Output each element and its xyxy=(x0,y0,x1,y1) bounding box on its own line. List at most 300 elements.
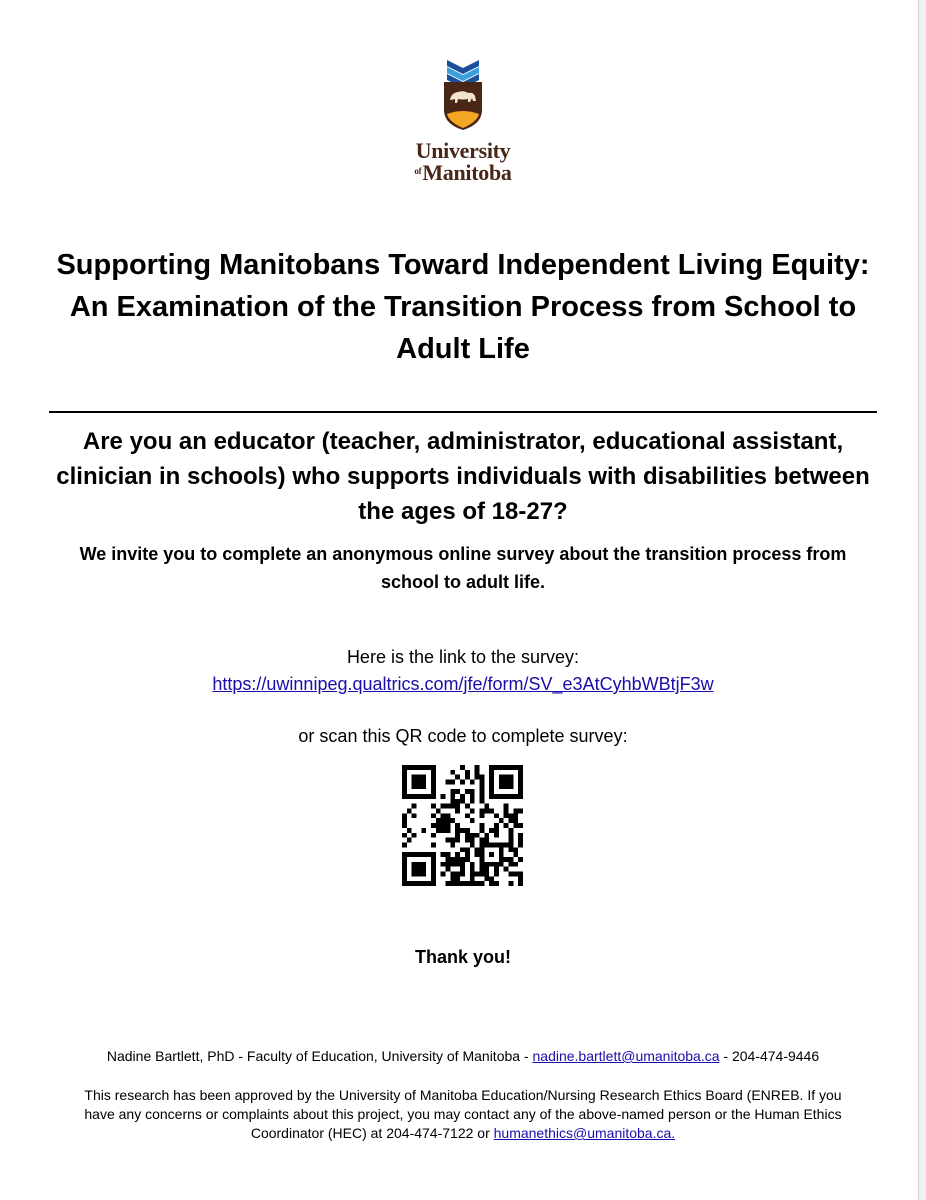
qr-module xyxy=(499,852,504,857)
qr-module xyxy=(479,838,484,843)
qr-module xyxy=(484,867,489,872)
qr-module xyxy=(450,780,455,785)
qr-module xyxy=(402,784,407,789)
qr-module xyxy=(441,813,446,818)
qr-module xyxy=(421,867,426,872)
qr-module xyxy=(455,804,460,809)
qr-module xyxy=(470,818,475,823)
qr-module xyxy=(421,871,426,876)
qr-module xyxy=(513,871,518,876)
qr-module xyxy=(494,765,499,770)
university-name xyxy=(414,140,511,184)
qr-module xyxy=(417,871,422,876)
qr-module xyxy=(441,862,446,867)
survey-link[interactable]: https://uwinnipeg.qualtrics.com/jfe/form/SV_e3AtCyhbWBtjF3w xyxy=(212,674,714,694)
qr-module xyxy=(479,799,484,804)
qr-module xyxy=(470,794,475,799)
qr-module xyxy=(412,804,417,809)
qr-module xyxy=(417,765,422,770)
qr-module xyxy=(421,828,426,833)
qr-module xyxy=(494,833,499,838)
qr-module xyxy=(446,804,451,809)
qr-module xyxy=(402,775,407,780)
qr-module xyxy=(446,852,451,857)
qr-module xyxy=(431,852,436,857)
qr-module xyxy=(465,847,470,852)
university-crest-icon xyxy=(439,58,487,132)
qr-module xyxy=(446,881,451,886)
qr-module xyxy=(494,794,499,799)
qr-module xyxy=(518,876,523,881)
contact-info xyxy=(0,1046,926,1066)
qr-module xyxy=(421,775,426,780)
qr-module xyxy=(431,857,436,862)
qr-module xyxy=(484,809,489,814)
qr-module xyxy=(441,823,446,828)
qr-module xyxy=(455,789,460,794)
qr-module xyxy=(407,881,412,886)
qr-module xyxy=(479,881,484,886)
qr-module xyxy=(450,838,455,843)
qr-module xyxy=(450,789,455,794)
qr-module xyxy=(465,804,470,809)
qr-module xyxy=(518,775,523,780)
qr-module xyxy=(489,780,494,785)
qr-module xyxy=(475,775,480,780)
qr-module xyxy=(518,838,523,843)
qr-module xyxy=(513,794,518,799)
survey-link-container xyxy=(0,671,926,697)
qr-module xyxy=(446,862,451,867)
qr-module xyxy=(499,842,504,847)
qr-module xyxy=(460,799,465,804)
qr-module xyxy=(518,833,523,838)
qr-module xyxy=(470,871,475,876)
qr-module xyxy=(513,823,518,828)
qr-module xyxy=(465,852,470,857)
qr-module xyxy=(489,789,494,794)
qr-code-label: or scan this QR code to complete survey: xyxy=(298,726,628,746)
qr-module xyxy=(504,775,509,780)
qr-module xyxy=(402,823,407,828)
qr-module xyxy=(450,842,455,847)
university-name-line2 xyxy=(414,162,511,184)
qr-module xyxy=(417,881,422,886)
qr-module xyxy=(402,862,407,867)
qr-module xyxy=(513,813,518,818)
qr-module xyxy=(465,828,470,833)
qr-module xyxy=(441,794,446,799)
qr-module xyxy=(508,833,513,838)
qr-module xyxy=(421,881,426,886)
qr-module xyxy=(450,871,455,876)
qr-module xyxy=(479,847,484,852)
qr-module xyxy=(479,867,484,872)
ethics-text: This research has been approved by the University of Manitoba Education/Nursing Research Ethics Board (ENREB. If you have any concerns or complaints about this project, you may contact any of the above-named person or the Human Ethics Coordinator (HEC) at 204-474-7122 or xyxy=(84,1087,842,1141)
qr-module xyxy=(484,871,489,876)
qr-module xyxy=(489,775,494,780)
qr-module xyxy=(518,881,523,886)
qr-module xyxy=(421,784,426,789)
qr-module xyxy=(402,765,407,770)
qr-module xyxy=(508,857,513,862)
qr-module xyxy=(407,852,412,857)
qr-module xyxy=(504,857,509,862)
qr-module xyxy=(494,881,499,886)
eligibility-question: Are you an educator (teacher, administrator, educational assistant, clinician in schools) who supports individuals with disabilities between the ages of 18-27? xyxy=(56,428,870,525)
ethics-statement xyxy=(70,1086,856,1143)
qr-module xyxy=(499,780,504,785)
qr-module xyxy=(465,833,470,838)
qr-module xyxy=(441,804,446,809)
qr-module xyxy=(426,794,431,799)
qr-module xyxy=(499,847,504,852)
qr-module xyxy=(421,862,426,867)
qr-module xyxy=(402,833,407,838)
qr-module xyxy=(465,775,470,780)
qr-module xyxy=(494,823,499,828)
invitation-text: We invite you to complete an anonymous online survey about the transition process from school to adult life. xyxy=(79,544,847,592)
qr-module xyxy=(446,828,451,833)
qr-module xyxy=(465,857,470,862)
qr-module xyxy=(470,876,475,881)
qr-module xyxy=(460,794,465,799)
qr-module xyxy=(431,789,436,794)
qr-module xyxy=(446,813,451,818)
qr-module xyxy=(402,857,407,862)
qr-module xyxy=(513,818,518,823)
qr-module xyxy=(475,871,480,876)
qr-module xyxy=(460,847,465,852)
qr-module xyxy=(513,852,518,857)
qr-module xyxy=(460,871,465,876)
qr-module xyxy=(489,770,494,775)
qr-module xyxy=(508,828,513,833)
qr-module xyxy=(402,789,407,794)
qr-module xyxy=(460,857,465,862)
contact-prefix: Nadine Bartlett, PhD - Faculty of Education, University of Manitoba - xyxy=(106,1048,533,1064)
qr-module xyxy=(465,789,470,794)
qr-module xyxy=(504,780,509,785)
qr-module xyxy=(412,833,417,838)
qr-module xyxy=(460,862,465,867)
qr-module xyxy=(431,876,436,881)
qr-module xyxy=(479,862,484,867)
qr-module xyxy=(412,862,417,867)
qr-module xyxy=(499,794,504,799)
qr-module xyxy=(484,876,489,881)
qr-module xyxy=(489,809,494,814)
qr-module xyxy=(475,852,480,857)
qr-module xyxy=(499,818,504,823)
qr-module xyxy=(402,876,407,881)
divider xyxy=(49,411,877,413)
qr-module xyxy=(441,852,446,857)
qr-module xyxy=(455,775,460,780)
qr-module xyxy=(508,775,513,780)
qr-module xyxy=(421,794,426,799)
qr-module xyxy=(518,842,523,847)
qr-module xyxy=(450,770,455,775)
qr-module xyxy=(402,852,407,857)
qr-module xyxy=(513,765,518,770)
qr-module xyxy=(441,818,446,823)
university-name-manitoba: Manitoba xyxy=(422,160,512,185)
qr-module xyxy=(513,862,518,867)
qr-module xyxy=(426,881,431,886)
qr-module xyxy=(499,862,504,867)
qr-module xyxy=(470,833,475,838)
qr-module xyxy=(508,794,513,799)
qr-module xyxy=(513,809,518,814)
qr-module xyxy=(504,794,509,799)
qr-module xyxy=(402,818,407,823)
qr-module xyxy=(470,780,475,785)
qr-module xyxy=(470,881,475,886)
university-logo xyxy=(0,58,926,184)
qr-module xyxy=(499,775,504,780)
qr-module xyxy=(508,862,513,867)
qr-module xyxy=(460,828,465,833)
qr-module xyxy=(504,804,509,809)
university-name-of: of xyxy=(414,166,422,176)
qr-module xyxy=(431,784,436,789)
qr-module xyxy=(518,770,523,775)
qr-module xyxy=(494,862,499,867)
qr-module xyxy=(431,862,436,867)
qr-module xyxy=(412,852,417,857)
qr-module xyxy=(479,780,484,785)
qr-module xyxy=(518,789,523,794)
qr-module xyxy=(479,852,484,857)
qr-module xyxy=(431,842,436,847)
qr-module xyxy=(455,871,460,876)
qr-module xyxy=(508,842,513,847)
qr-module xyxy=(479,789,484,794)
qr-module xyxy=(504,809,509,814)
qr-module xyxy=(475,770,480,775)
qr-module xyxy=(412,765,417,770)
qr-module xyxy=(402,794,407,799)
qr-module xyxy=(412,794,417,799)
qr-module xyxy=(518,765,523,770)
qr-module xyxy=(475,833,480,838)
qr-module xyxy=(417,775,422,780)
qr-module xyxy=(402,780,407,785)
qr-module xyxy=(484,833,489,838)
qr-module xyxy=(513,847,518,852)
qr-module xyxy=(470,799,475,804)
qr-module xyxy=(431,813,436,818)
qr-module xyxy=(417,784,422,789)
qr-module xyxy=(455,823,460,828)
qr-module xyxy=(508,871,513,876)
qr-code-icon[interactable] xyxy=(402,765,523,886)
qr-module xyxy=(417,867,422,872)
qr-module xyxy=(518,857,523,862)
qr-module xyxy=(518,794,523,799)
qr-module xyxy=(470,867,475,872)
qr-module xyxy=(484,862,489,867)
qr-module xyxy=(412,813,417,818)
qr-module xyxy=(426,765,431,770)
qr-module xyxy=(431,765,436,770)
qr-module xyxy=(494,842,499,847)
qr-module xyxy=(489,881,494,886)
qr-module xyxy=(441,828,446,833)
qr-module xyxy=(407,828,412,833)
qr-module xyxy=(508,780,513,785)
qr-module xyxy=(446,838,451,843)
qr-module xyxy=(450,857,455,862)
qr-module xyxy=(431,823,436,828)
qr-module xyxy=(412,784,417,789)
ethics-email-link[interactable]: humanethics@umanitoba.ca. xyxy=(493,1125,676,1141)
qr-module xyxy=(412,775,417,780)
qr-module xyxy=(494,828,499,833)
qr-module xyxy=(479,828,484,833)
qr-module xyxy=(479,813,484,818)
qr-module xyxy=(479,857,484,862)
qr-module xyxy=(450,862,455,867)
qr-module xyxy=(489,876,494,881)
qr-module xyxy=(450,804,455,809)
qr-module xyxy=(402,813,407,818)
qr-module xyxy=(508,838,513,843)
qr-module xyxy=(489,784,494,789)
qr-module xyxy=(402,770,407,775)
qr-module xyxy=(460,765,465,770)
qr-module xyxy=(412,881,417,886)
qr-module xyxy=(431,804,436,809)
qr-module xyxy=(402,867,407,872)
qr-module xyxy=(431,770,436,775)
qr-module xyxy=(499,857,504,862)
qr-module xyxy=(450,876,455,881)
university-name-line1: University xyxy=(415,138,511,163)
qr-module xyxy=(470,789,475,794)
thank-you-text: Thank you! xyxy=(414,947,511,967)
qr-module xyxy=(465,838,470,843)
qr-module xyxy=(426,852,431,857)
qr-module xyxy=(431,867,436,872)
qr-module xyxy=(417,794,422,799)
qr-module xyxy=(460,780,465,785)
qr-module xyxy=(489,828,494,833)
contact-email-link[interactable]: nadine.bartlett@umanitoba.ca xyxy=(532,1048,720,1064)
page-title: Supporting Manitobans Toward Independent Living Equity: An Examination of the Transition Process from School to Adult Life xyxy=(56,249,870,365)
qr-module xyxy=(470,862,475,867)
qr-module xyxy=(412,867,417,872)
qr-module xyxy=(455,852,460,857)
qr-module xyxy=(455,809,460,814)
qr-module xyxy=(508,784,513,789)
qr-module xyxy=(431,833,436,838)
qr-module xyxy=(436,809,441,814)
qr-module xyxy=(504,765,509,770)
qr-module xyxy=(417,862,422,867)
qr-module xyxy=(484,804,489,809)
qr-module xyxy=(455,857,460,862)
qr-module xyxy=(504,813,509,818)
qr-module xyxy=(446,780,451,785)
qr-module xyxy=(450,818,455,823)
qr-module xyxy=(436,823,441,828)
contact-phone: - 204-474-9446 xyxy=(719,1048,820,1064)
qr-module xyxy=(470,838,475,843)
qr-module xyxy=(508,847,513,852)
qr-module xyxy=(431,775,436,780)
survey-link-label: Here is the link to the survey: xyxy=(346,647,580,667)
qr-module xyxy=(421,780,426,785)
qr-module xyxy=(470,809,475,814)
qr-module xyxy=(508,881,513,886)
qr-module xyxy=(455,799,460,804)
qr-module xyxy=(479,871,484,876)
qr-module xyxy=(508,818,513,823)
qr-module xyxy=(450,794,455,799)
qr-module xyxy=(504,823,509,828)
qr-module xyxy=(484,842,489,847)
qr-module xyxy=(475,881,480,886)
qr-module xyxy=(417,852,422,857)
qr-module xyxy=(402,842,407,847)
qr-module xyxy=(489,842,494,847)
qr-module xyxy=(494,871,499,876)
qr-module xyxy=(494,867,499,872)
qr-module xyxy=(436,818,441,823)
qr-module xyxy=(460,867,465,872)
qr-module xyxy=(417,780,422,785)
qr-module xyxy=(436,828,441,833)
qr-module xyxy=(499,765,504,770)
qr-module xyxy=(460,881,465,886)
qr-module xyxy=(508,765,513,770)
qr-module xyxy=(479,775,484,780)
qr-module xyxy=(455,833,460,838)
qr-module xyxy=(489,852,494,857)
qr-module xyxy=(508,813,513,818)
qr-module xyxy=(407,794,412,799)
qr-module xyxy=(484,838,489,843)
qr-module xyxy=(489,862,494,867)
qr-module xyxy=(518,823,523,828)
qr-module xyxy=(479,794,484,799)
qr-module xyxy=(479,842,484,847)
qr-module xyxy=(431,881,436,886)
qr-module xyxy=(407,838,412,843)
qr-module xyxy=(465,770,470,775)
qr-module xyxy=(450,881,455,886)
qr-module xyxy=(455,828,460,833)
qr-module xyxy=(455,876,460,881)
qr-module xyxy=(504,842,509,847)
qr-module xyxy=(455,862,460,867)
qr-module xyxy=(518,809,523,814)
qr-module xyxy=(479,823,484,828)
qr-module xyxy=(446,818,451,823)
qr-module xyxy=(412,780,417,785)
qr-module xyxy=(450,799,455,804)
qr-module xyxy=(504,867,509,872)
qr-module xyxy=(441,871,446,876)
qr-module xyxy=(465,881,470,886)
qr-module xyxy=(504,784,509,789)
qr-module xyxy=(431,871,436,876)
qr-module xyxy=(402,881,407,886)
qr-module xyxy=(518,780,523,785)
qr-module xyxy=(475,765,480,770)
